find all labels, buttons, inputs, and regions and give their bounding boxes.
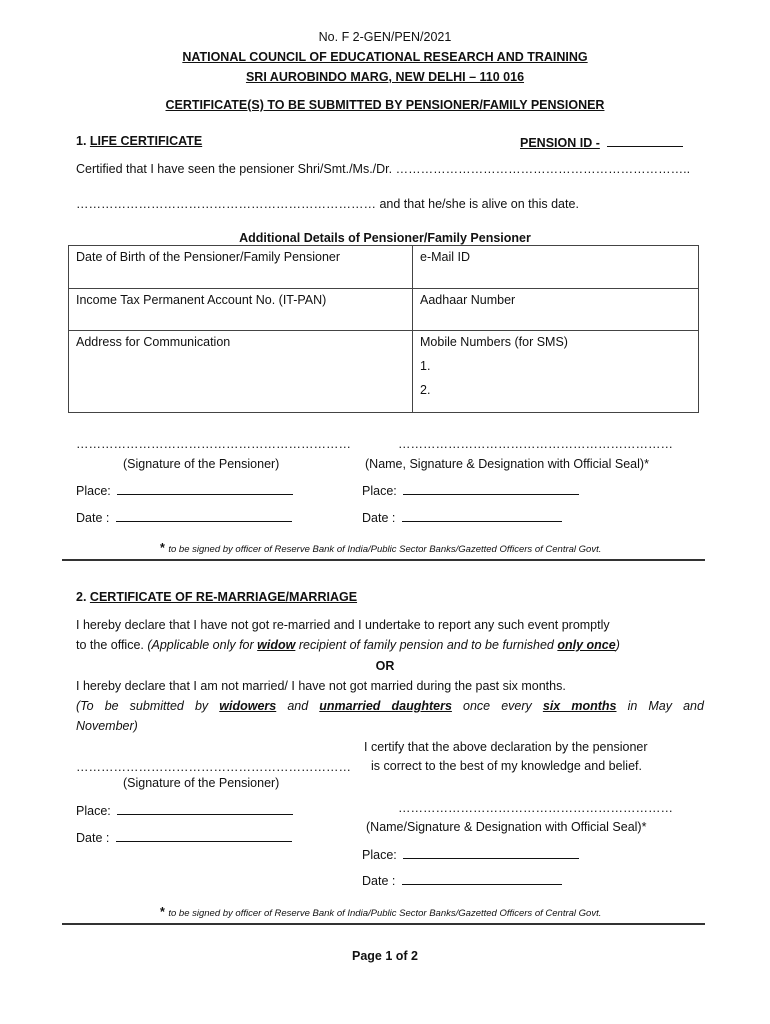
footnote-text: to be signed by officer of Reserve Bank of India/Public Sector Banks/Gazetted Officers of Central Govt.: [168, 908, 602, 919]
reference-number: No. F 2-GEN/PEN/2021: [318, 30, 452, 44]
declaration2-note: once every: [463, 699, 532, 713]
place-field-right: [362, 482, 579, 498]
signature-dots-left: …………………………………………………………: [76, 437, 351, 451]
date-field-left: [76, 509, 292, 525]
place-field-left: [76, 802, 293, 818]
signature-dots-right: …………………………………………………………: [398, 801, 673, 815]
declaration1-text: to the office.: [76, 638, 144, 652]
date-field-right: [362, 509, 562, 525]
declaration2-line1: I hereby declare that I am not married/ I have not got married during the past six months.: [76, 679, 566, 693]
declaration1-note: (Applicable only for: [147, 638, 254, 652]
table-row: [69, 246, 699, 289]
page-number: Page 1 of 2: [352, 949, 418, 963]
place-label: Place:: [362, 484, 397, 498]
declaration1-only-once: only once: [557, 638, 616, 652]
officer-signature-caption: (Name, Signature & Designation with Official Seal)*: [365, 457, 649, 471]
place-field-left: [76, 482, 293, 498]
declaration2-unmarried: unmarried daughters: [319, 699, 452, 713]
table-row: [69, 289, 699, 331]
section1-number: 1.: [76, 134, 87, 148]
certify-line1: I certify that the above declaration by the pensioner: [364, 740, 648, 754]
date-field-right: [362, 872, 562, 888]
declaration1-widow: widow: [257, 638, 296, 652]
declaration2-note: (To be submitted by: [76, 699, 209, 713]
section2-number: 2.: [76, 590, 87, 604]
date-blank[interactable]: [116, 509, 292, 522]
pension-id-blank[interactable]: [607, 134, 683, 147]
place-label: Place:: [76, 804, 111, 818]
life-cert-line2: ……………………………………………………………… and that he/she is alive on this date.: [76, 197, 579, 211]
declaration1-note: recipient of family pension and to be furnished: [298, 638, 554, 652]
section1-heading: [76, 134, 202, 148]
organization-address: SRI AUROBINDO MARG, NEW DELHI – 110 016: [245, 70, 525, 84]
declaration1-note-close: ): [615, 638, 620, 652]
place-blank[interactable]: [403, 482, 579, 495]
footnote-star: *: [160, 541, 165, 555]
declaration2-line2: [76, 699, 704, 713]
declaration2-note: and: [287, 699, 309, 713]
additional-details-title: Additional Details of Pensioner/Family Pensioner: [239, 231, 531, 245]
date-blank[interactable]: [402, 872, 562, 885]
signature-dots-right: …………………………………………………………: [398, 437, 673, 451]
footnote-star: *: [160, 905, 165, 919]
date-blank[interactable]: [116, 829, 292, 842]
declaration2-widowers: widowers: [219, 699, 277, 713]
signature-dots-left: …………………………………………………………: [76, 760, 351, 774]
footnote-1: [160, 541, 601, 555]
footnote-2: [160, 905, 601, 919]
document-title: CERTIFICATE(S) TO BE SUBMITTED BY PENSIONER/FAMILY PENSIONER: [165, 98, 605, 112]
place-label: Place:: [76, 484, 111, 498]
address-cell[interactable]: Address for Communication: [69, 331, 413, 413]
declaration2-line3: November): [76, 719, 138, 733]
declaration1-line1: I hereby declare that I have not got re-married and I undertake to report any such event promptly: [76, 618, 610, 632]
table-row: [69, 331, 699, 413]
pension-id-label: PENSION ID -: [520, 136, 600, 150]
pensioner-signature-caption: (Signature of the Pensioner): [123, 776, 280, 790]
date-label: Date :: [362, 874, 396, 888]
pensioner-details-table: [68, 245, 699, 413]
aadhaar-cell[interactable]: Aadhaar Number: [413, 289, 699, 331]
section2-title: CERTIFICATE OF RE-MARRIAGE/MARRIAGE: [89, 590, 358, 604]
mobile-2: 2.: [420, 383, 431, 397]
declaration2-note: in May and: [627, 699, 704, 713]
section1-title: LIFE CERTIFICATE: [89, 134, 203, 148]
footnote-text: to be signed by officer of Reserve Bank of India/Public Sector Banks/Gazetted Officers of Central Govt.: [168, 544, 602, 555]
place-blank[interactable]: [403, 846, 579, 859]
or-separator: OR: [375, 659, 395, 673]
officer-signature-caption: (Name/Signature & Designation with Official Seal)*: [366, 820, 647, 834]
date-label: Date :: [76, 511, 110, 525]
place-blank[interactable]: [117, 482, 293, 495]
pan-cell[interactable]: Income Tax Permanent Account No. (IT-PAN): [69, 289, 413, 331]
pensioner-signature-caption: (Signature of the Pensioner): [123, 457, 280, 471]
date-field-left: [76, 829, 292, 845]
place-label: Place:: [362, 848, 397, 862]
date-label: Date :: [362, 511, 396, 525]
email-cell[interactable]: e-Mail ID: [413, 246, 699, 289]
place-blank[interactable]: [117, 802, 293, 815]
mobile-label: Mobile Numbers (for SMS): [420, 335, 568, 349]
pension-id: [520, 134, 683, 150]
certify-line2: is correct to the best of my knowledge and belief.: [371, 759, 642, 773]
section-divider: [62, 559, 705, 561]
date-blank[interactable]: [402, 509, 562, 522]
dob-cell[interactable]: Date of Birth of the Pensioner/Family Pensioner: [69, 246, 413, 289]
declaration2-six-months: six months: [542, 699, 617, 713]
organization-name: NATIONAL COUNCIL OF EDUCATIONAL RESEARCH AND TRAINING: [182, 50, 588, 64]
date-label: Date :: [76, 831, 110, 845]
section2-heading: [76, 590, 357, 604]
life-cert-line1: Certified that I have seen the pensioner Shri/Smt./Ms./Dr. ……………………………………………………………..: [76, 162, 691, 176]
section-divider: [62, 923, 705, 925]
place-field-right: [362, 846, 579, 862]
mobile-cell[interactable]: [413, 331, 699, 413]
declaration1-line2: [76, 638, 620, 652]
mobile-1: 1.: [420, 359, 431, 373]
